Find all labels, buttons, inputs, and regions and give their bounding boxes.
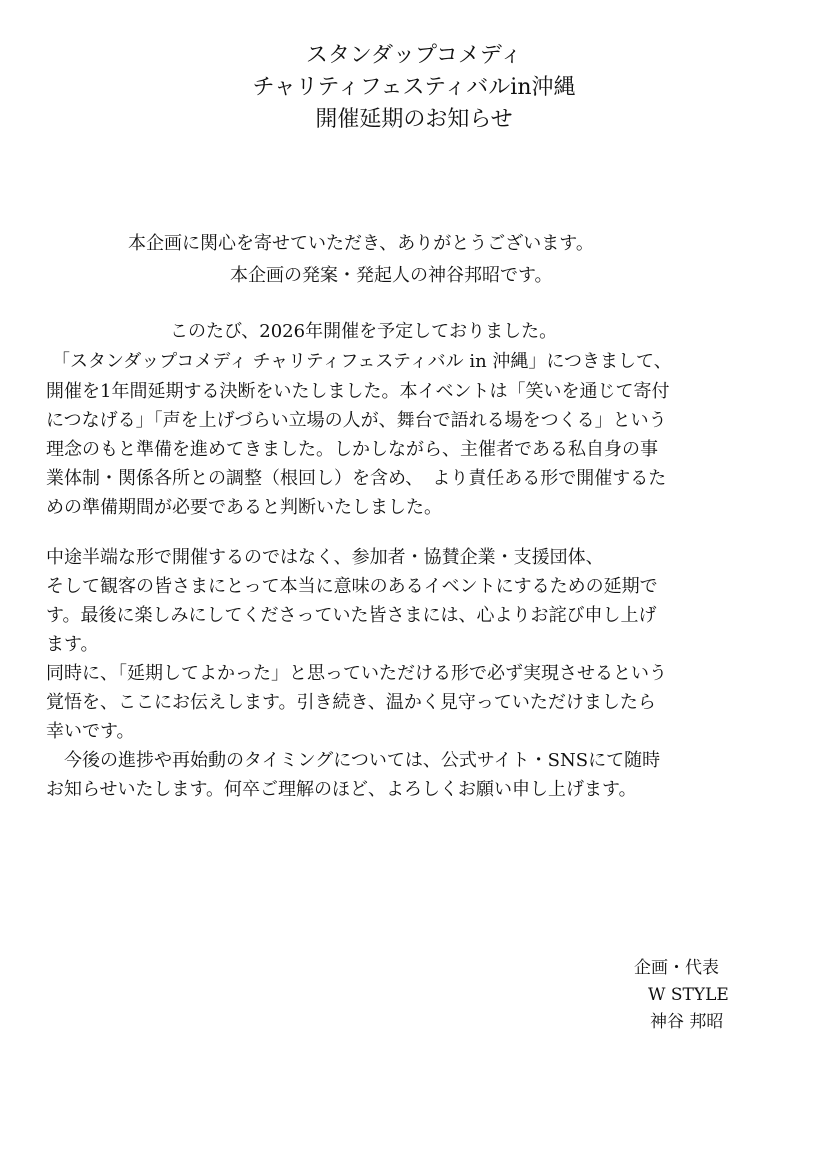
body-paragraph-2-line: 幸いです。 <box>46 721 135 742</box>
signature-role: 企画・代表 <box>634 958 719 978</box>
body-paragraph-2-line: ます。 <box>46 634 99 655</box>
title-line-1: スタンダップコメディ <box>305 43 523 68</box>
body-paragraph-1-line: 開催を1年間延期する決断をいたしました。本イベントは「笑いを通じて寄付 <box>46 381 670 402</box>
body-paragraph-1-line: 業体制・関係各所との調整（根回し）を含め、 より責任ある形で開催するた <box>46 468 667 489</box>
body-paragraph-2-line: そして観客の皆さまにとって本当に意味のあるイベントにするための延期で <box>46 576 658 597</box>
body-paragraph-2-line: 中途半端な形で開催するのではなく、参加者・協賛企業・支援団体、 <box>46 547 604 568</box>
body-paragraph-2-line: 覚悟を、ここにお伝えします。引き続き、温かく見守っていただけましたら <box>46 692 656 713</box>
body-paragraph-2-line: お知らせいたします。何卒ご理解のほど、よろしくお願い申し上げます。 <box>46 779 637 800</box>
body-paragraph-2-line: 同時に、「延期してよかった」と思っていただける形で必ず実現させるという <box>46 663 667 684</box>
title-line-3: 開催延期のお知らせ <box>315 107 513 132</box>
body-paragraph-2-line: 今後の進捗や再始動のタイミングについては、公式サイト・SNSにて随時 <box>46 750 661 771</box>
body-paragraph-1-line: 理念のもと準備を進めてきました。しかしながら、主催者である私自身の事 <box>46 439 658 460</box>
notice-title <box>0 40 828 136</box>
body-paragraph-1-line: 「スタンダップコメディ チャリティフェスティバル in 沖縄」につきまして、 <box>52 351 672 372</box>
signature-organization: W STYLE <box>648 985 729 1005</box>
body-paragraph-1-line: このたび、2026年開催を予定しておりました。 <box>170 321 558 342</box>
signature-name: 神谷 邦昭 <box>650 1012 724 1032</box>
greeting-line-1: 本企画に関心を寄せていただき、ありがとうございます。 <box>128 233 594 254</box>
greeting-line-2: 本企画の発案・発起人の神谷邦昭です。 <box>230 265 553 286</box>
body-paragraph-1-line: めの準備期間が必要であると判断いたしました。 <box>46 497 442 518</box>
title-line-2: チャリティフェスティバルin沖縄 <box>252 75 576 100</box>
body-paragraph-2-line: す。最後に楽しみにしてくださっていた皆さまには、心よりお詫び申し上げ <box>46 605 657 626</box>
body-paragraph-1-line: につなげる」「声を上げづらい立場の人が、舞台で語れる場をつくる」という <box>46 410 667 431</box>
